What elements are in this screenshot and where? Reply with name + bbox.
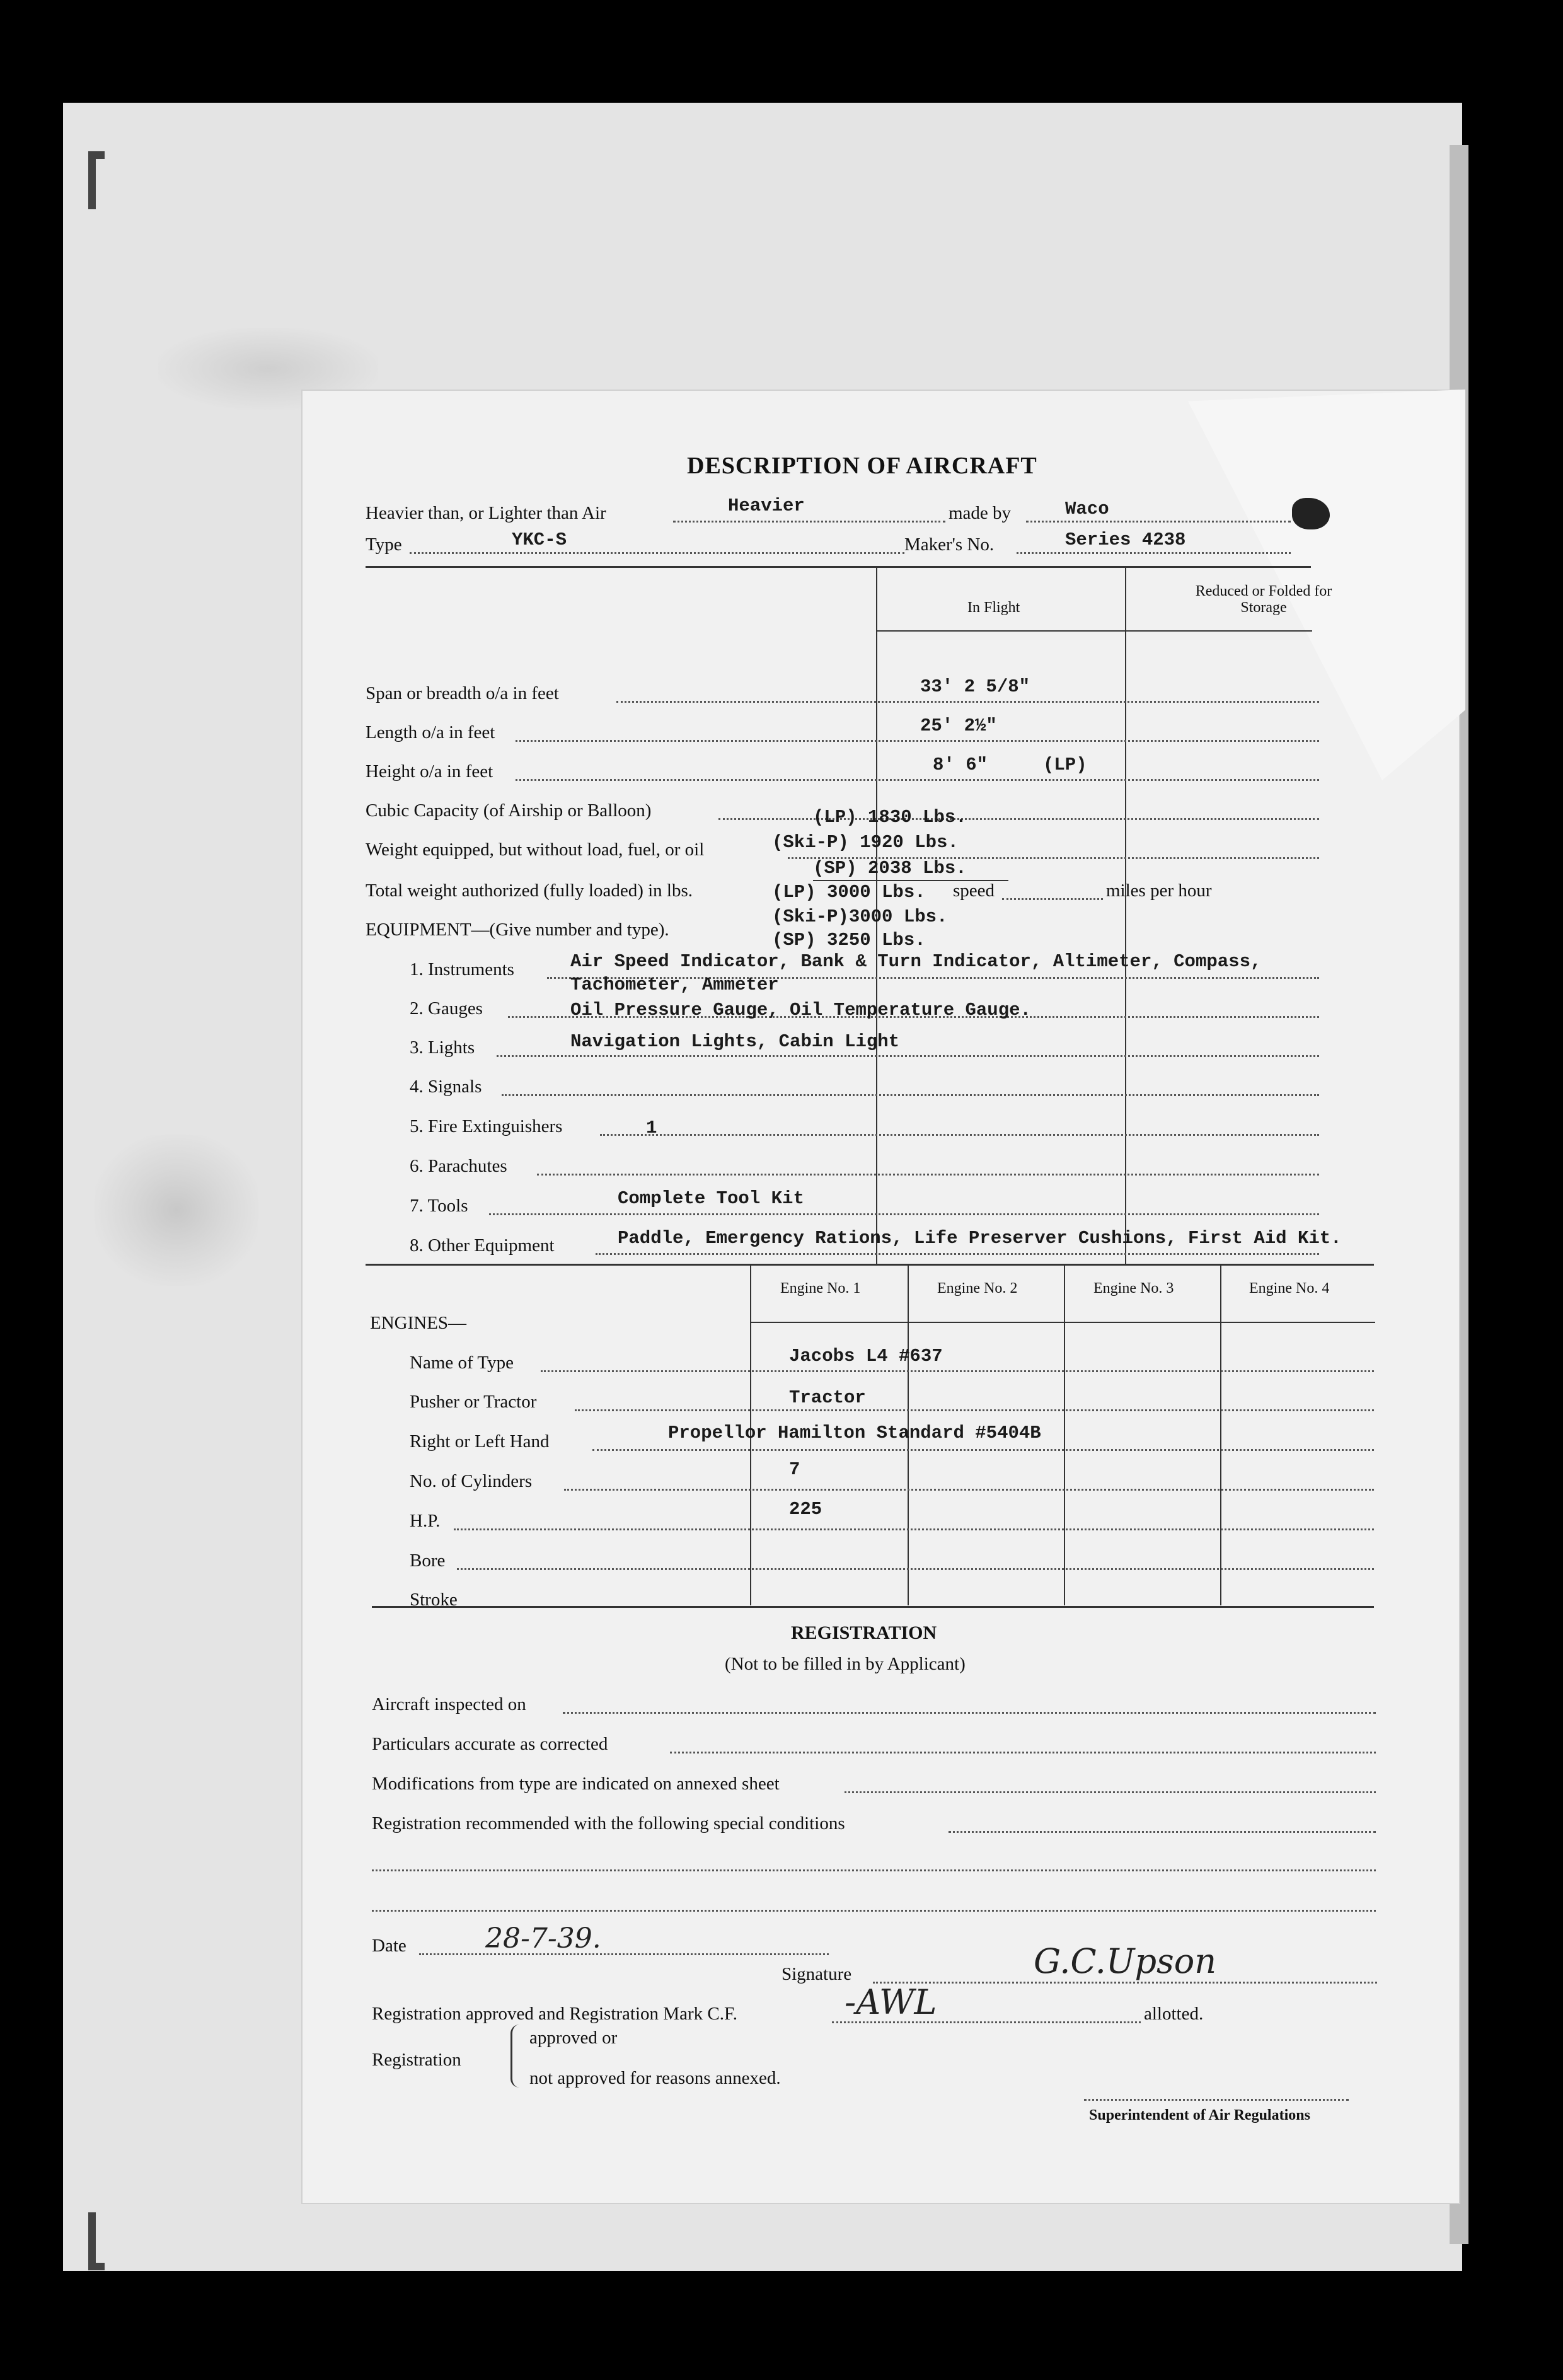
length-label: Length o/a in feet <box>366 722 495 742</box>
date-label: Date <box>372 1936 407 1956</box>
dotted-line <box>718 818 1319 820</box>
crop-mark-bottom <box>88 2212 105 2270</box>
table-border <box>877 630 1312 632</box>
registration-heading: REGISTRATION <box>791 1622 937 1643</box>
dotted-line <box>670 1752 1376 1753</box>
makers-no-label: Maker's No. <box>904 534 995 555</box>
cylinders-label: No. of Cylinders <box>410 1471 533 1491</box>
dotted-line <box>949 1831 1376 1833</box>
engine-name-label: Name of Type <box>410 1353 514 1373</box>
made-by-label: made by <box>949 503 1012 523</box>
span-label: Span or breadth o/a in feet <box>366 683 559 703</box>
instruments-value-cont: Tachometer, Ammeter <box>570 974 779 995</box>
dotted-line <box>845 1791 1376 1793</box>
dotted-line <box>410 552 904 554</box>
gauges-label: 2. Gauges <box>410 998 483 1019</box>
makers-no-value: Series 4238 <box>1065 529 1186 550</box>
pusher-tractor-label: Pusher or Tractor <box>410 1392 537 1412</box>
total-weight-label: Total weight authorized (fully loaded) in lbs. <box>366 881 693 901</box>
not-approved-label: not approved for reasons annexed. <box>529 2068 781 2088</box>
col-in-flight: In Flight <box>967 599 1020 616</box>
dotted-line <box>673 521 945 523</box>
dotted-line <box>616 701 1319 703</box>
dotted-line <box>1017 552 1291 554</box>
bore-label: Bore <box>410 1551 446 1571</box>
engine-col-3: Engine No. 3 <box>1093 1280 1174 1297</box>
registration-subheading: (Not to be filled in by Applicant) <box>725 1654 966 1674</box>
dotted-line <box>516 740 1319 742</box>
particulars-label: Particulars accurate as corrected <box>372 1734 608 1754</box>
dotted-line <box>600 1134 1319 1136</box>
height-label: Height o/a in feet <box>366 761 493 782</box>
type-value: YKC-S <box>512 529 567 550</box>
hp-value: 225 <box>789 1499 822 1520</box>
cylinders-value: 7 <box>789 1459 800 1480</box>
dotted-line <box>1084 2099 1349 2101</box>
heavier-label: Heavier than, or Lighter than Air <box>366 503 606 523</box>
instruments-label: 1. Instruments <box>410 959 514 979</box>
paper-stain <box>95 1135 258 1286</box>
dotted-line <box>516 779 1319 781</box>
height-note: (LP) <box>1043 754 1087 775</box>
dotted-line <box>1026 521 1291 523</box>
table-border <box>366 1264 1374 1266</box>
equipment-heading: EQUIPMENT—(Give number and type). <box>366 920 669 940</box>
crop-mark-top <box>88 151 105 209</box>
column-divider <box>1220 1265 1221 1605</box>
dotted-line <box>541 1370 1374 1372</box>
signals-label: 4. Signals <box>410 1077 482 1097</box>
engine-col-1: Engine No. 1 <box>780 1280 861 1297</box>
hp-label: H.P. <box>410 1511 441 1531</box>
total-weight-value: (LP) 3000 Lbs. <box>772 882 926 903</box>
engine-col-2: Engine No. 2 <box>937 1280 1018 1297</box>
lights-label: 3. Lights <box>410 1037 475 1058</box>
cubic-capacity-label: Cubic Capacity (of Airship or Balloon) <box>366 800 652 821</box>
speed-unit: miles per hour <box>1106 881 1212 901</box>
pusher-tractor-value: Tractor <box>789 1387 866 1408</box>
gauges-value: Oil Pressure Gauge, Oil Temperature Gauge. <box>570 1000 1031 1020</box>
dotted-line <box>372 1869 1376 1871</box>
modifications-label: Modifications from type are indicated on annexed sheet <box>372 1774 780 1794</box>
fire-extinguishers-value: 1 <box>646 1118 657 1138</box>
tools-value: Complete Tool Kit <box>618 1188 804 1209</box>
dotted-line <box>497 1055 1319 1057</box>
table-border <box>366 566 1311 568</box>
dotted-line <box>873 1982 1377 1984</box>
parachutes-label: 6. Parachutes <box>410 1156 507 1176</box>
stroke-label: Stroke <box>410 1590 458 1610</box>
tools-label: 7. Tools <box>410 1196 468 1216</box>
dotted-line <box>489 1213 1319 1215</box>
dotted-line <box>575 1409 1374 1411</box>
total-weight-ski: (Ski-P)3000 Lbs. <box>772 906 948 927</box>
total-weight-sp: (SP) 3250 Lbs. <box>772 930 926 950</box>
mark-label: Registration approved and Registration Mark C.F. <box>372 2004 737 2024</box>
engine-name-value: Jacobs L4 #637 <box>789 1346 943 1366</box>
approved-label: approved or <box>529 2028 618 2048</box>
weight-equipped-label: Weight equipped, but without load, fuel, or oil <box>366 840 705 860</box>
column-divider <box>1064 1265 1065 1605</box>
weight-lp-value: (LP) 1830 Lbs. <box>813 807 967 828</box>
superintendent-label: Superintendent of Air Regulations <box>1089 2107 1310 2123</box>
dotted-line <box>596 1253 1319 1255</box>
heavier-value: Heavier <box>728 495 805 516</box>
made-by-value: Waco <box>1065 499 1109 519</box>
dotted-line <box>563 1712 1376 1714</box>
brace <box>510 2025 521 2088</box>
column-divider <box>1125 567 1126 1264</box>
dotted-line <box>564 1489 1374 1491</box>
hand-label: Right or Left Hand <box>410 1431 550 1452</box>
dotted-line <box>592 1449 1374 1451</box>
instruments-value: Air Speed Indicator, Bank & Turn Indicator, Altimeter, Compass, <box>570 951 1262 972</box>
date-value: 28-7-39. <box>485 1922 601 1955</box>
table-border <box>751 1322 1375 1323</box>
signature-value: G.C.Upson <box>1034 1941 1217 1981</box>
dotted-line <box>502 1094 1319 1096</box>
allotted-label: allotted. <box>1144 2004 1204 2024</box>
speed-label: speed <box>953 881 995 901</box>
table-border <box>372 1606 1374 1608</box>
dotted-line <box>1002 898 1103 900</box>
length-value: 25' 2½" <box>920 715 997 736</box>
dotted-line <box>537 1174 1319 1176</box>
type-label: Type <box>366 534 402 555</box>
dotted-line <box>454 1528 1374 1530</box>
span-value: 33' 2 5/8" <box>920 676 1030 697</box>
mark-value: -AWL <box>845 1982 937 2022</box>
registration-label: Registration <box>372 2050 461 2070</box>
weight-sp-value: (SP) 2038 Lbs. <box>813 858 967 879</box>
punch-hole <box>1292 498 1330 529</box>
engines-heading: ENGINES— <box>370 1313 467 1333</box>
form-page <box>303 391 1459 2203</box>
dotted-line <box>419 1953 829 1955</box>
hand-value: Propellor Hamilton Standard #5404B <box>668 1423 1041 1443</box>
fire-extinguishers-label: 5. Fire Extinguishers <box>410 1116 563 1136</box>
height-value: 8' 6" <box>933 754 988 775</box>
other-equipment-label: 8. Other Equipment <box>410 1235 555 1256</box>
engine-col-4: Engine No. 4 <box>1249 1280 1330 1297</box>
signature-label: Signature <box>782 1964 852 1984</box>
col-storage: Reduced or Folded for Storage <box>1195 583 1332 616</box>
page-title: DESCRIPTION OF AIRCRAFT <box>687 453 1037 479</box>
dotted-line <box>372 1910 1376 1912</box>
dotted-line <box>457 1568 1374 1570</box>
weight-ski-value: (Ski-P) 1920 Lbs. <box>772 832 959 853</box>
inspected-label: Aircraft inspected on <box>372 1694 526 1714</box>
lights-value: Navigation Lights, Cabin Light <box>570 1031 900 1052</box>
other-equipment-value: Paddle, Emergency Rations, Life Preserver Cushions, First Aid Kit. <box>618 1228 1342 1249</box>
recommended-label: Registration recommended with the following special conditions <box>372 1813 845 1834</box>
